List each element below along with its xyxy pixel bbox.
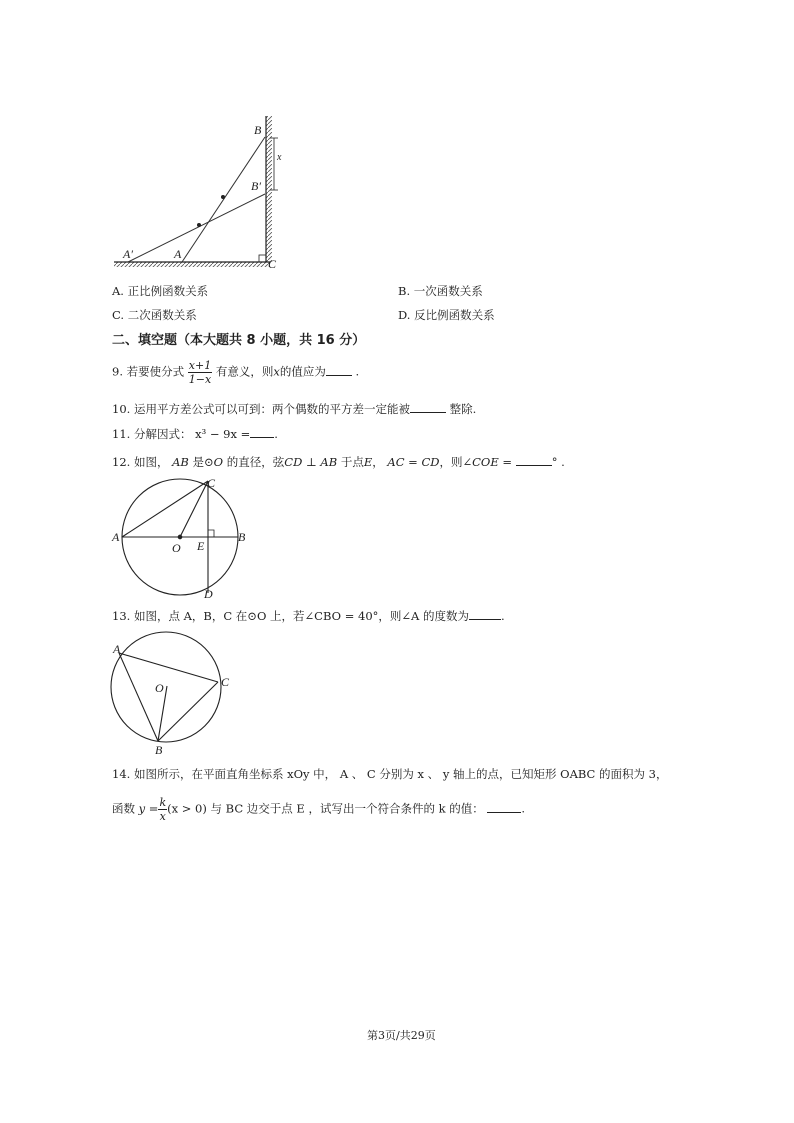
label-A-prime: A′ — [123, 247, 133, 261]
q9-text: 9. 若要使分式 — [112, 364, 185, 379]
label-O: O — [172, 541, 181, 555]
option-c: C. 二次函数关系 — [112, 308, 197, 322]
option-b: B. 一次函数关系 — [398, 284, 483, 298]
label-A: A — [112, 530, 120, 544]
option-d: D. 反比例函数关系 — [398, 308, 495, 322]
label-O: O — [155, 681, 164, 695]
answer-blank — [326, 375, 352, 376]
label-B: B — [254, 123, 262, 137]
label-C: C — [207, 476, 216, 490]
label-B: B — [238, 530, 246, 544]
option-a: A. 正比例函数关系 — [112, 284, 209, 298]
label-B-prime: B′ — [251, 179, 261, 193]
circle-figure-q13 — [111, 632, 221, 742]
label-A: A — [113, 642, 121, 656]
answer-blank — [410, 412, 446, 413]
question-12: 12. 如图， AB 是⊙O 的直径，弦CD ⊥ AB 于点E， AC = CD，则∠COE = ° . — [112, 455, 565, 469]
answer-blank — [250, 437, 274, 438]
question-9: 9. 若要使分式 $\frac{x+1}{1-x}$ 有意义，则x的值应为 . — [112, 359, 360, 386]
question-14-line1: 14. 如图所示，在平面直角坐标系 xOy 中， A 、 C 分别为 x 、 y 轴上的点，已知矩形 OABC 的面积为 3， — [112, 767, 668, 781]
label-x: x — [277, 152, 282, 163]
label-C: C — [221, 675, 230, 689]
label-D: D — [204, 587, 213, 601]
label-E: E — [197, 539, 205, 553]
label-C: C — [268, 257, 277, 271]
question-10: 10. 运用平方差公式可以可到：两个偶数的平方差一定能被 整除. — [112, 402, 477, 416]
question-13: 13. 如图，点 A，B，C 在⊙O 上，若∠CBO = 40°，则∠A 的度数为 . — [112, 609, 505, 623]
question-11: 11. 分解因式： x³ − 9x = . — [112, 427, 278, 441]
circle-figure-q12 — [122, 479, 238, 595]
question-14-line2: 函数 y = $\frac{k}{x}$ (x > 0) 与 BC 边交于点 E ，试写出一个符合条件的 k 的值： . — [112, 796, 526, 823]
page-footer: 第3页/共29页 — [367, 1029, 436, 1042]
label-B: B — [155, 743, 163, 757]
answer-blank — [516, 465, 552, 466]
fraction: $\frac{k}{x}$ — [159, 796, 167, 823]
answer-blank — [487, 812, 521, 813]
fraction: $\frac{x+1}{1-x}$ — [188, 359, 212, 386]
label-A: A — [174, 247, 182, 261]
ladder-figure — [114, 116, 282, 271]
answer-blank — [469, 619, 501, 620]
section-heading: 二、填空题（本大题共 8 小题，共 16 分） — [112, 333, 366, 348]
